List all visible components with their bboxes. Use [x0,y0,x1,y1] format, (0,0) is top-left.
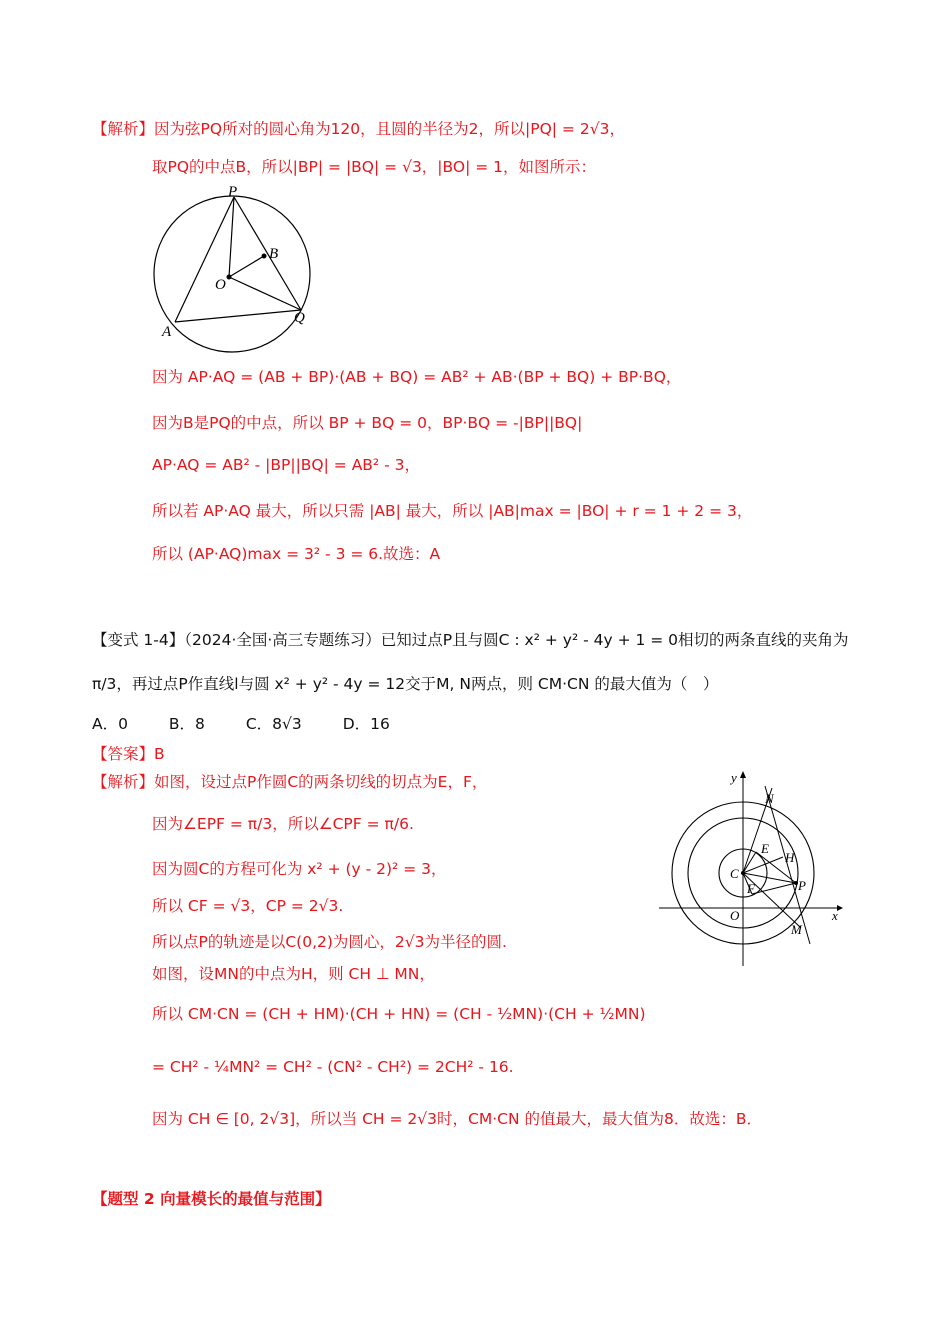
problem-line-2: π/3，再过点P作直线l与圆 x² + y² - 4y = 12交于M, N两点，则 CM·CN 的最大值为（ ） [92,675,719,693]
fig1-label-p: P [228,186,238,200]
fig1-label-b: B [269,246,279,262]
analysis2-line-1: 【解析】如图，设过点P作圆C的两条切线的切点为E，F， [92,773,488,791]
fig2-label-m: M [791,922,802,937]
analysis2-line-6: 如图，设MN的中点为H，则 CH ⊥ MN， [152,965,435,983]
problem-line-1: 【变式 1-4】（2024·全国·高三专题练习）已知过点P且与圆C : x² + y² - 4y + 1 = 0相切的两条直线的夹角为 [92,631,849,649]
option-c: C．8√3 [245,715,302,733]
coordinate-figure [655,766,850,970]
answer-line [92,743,165,765]
option-b: B．8 [168,715,205,733]
fig2-label-c: C [730,866,739,881]
fig1-label-o: O [215,277,226,293]
fig2-label-e: E [761,841,769,856]
section-heading: 【题型 2 向量模长的最值与范围】 [92,1190,331,1208]
analysis-tag: 【解析】 [92,120,155,138]
fig1-label-a: A [162,324,172,340]
fig2-label-f: F [747,881,755,896]
option-a: A．0 [92,715,128,733]
analysis-line-2: 取PQ的中点B，所以|BP| = |BQ| = √3，|BO| = 1，如图所示： [152,158,597,176]
analysis2-line-3: 因为圆C的方程可化为 x² + (y - 2)² = 3， [152,860,447,878]
analysis-line-3: 因为 AP·AQ = (AB + BP)·(AB + BQ) = AB² + AB·(BP + BQ) + BP·BQ， [152,368,682,386]
analysis2-line-9: 因为 CH ∈ [0, 2√3]，所以当 CH = 2√3时，CM·CN 的值最大，最大值为8．故选：B． [152,1110,762,1128]
analysis2-line-5: 所以点P的轨迹是以C(0,2)为圆心，2√3为半径的圆. [152,933,507,951]
fig1-label-q: Q [294,310,305,326]
fig2-label-n: N [765,791,774,806]
answer-tag: 【答案】 [92,745,155,763]
analysis-line-7: 所以 (AP·AQ)max = 3² - 3 = 6.故选：A [152,545,441,563]
answer-value: B [154,745,165,763]
fig2-label-x: x [832,908,838,923]
analysis-line-4: 因为B是PQ的中点，所以 BP + BQ = 0，BP·BQ = -|BP||BQ| [152,414,583,432]
analysis-line-5: AP·AQ = AB² - |BP||BQ| = AB² - 3， [152,456,420,474]
analysis2-line-4: 所以 CF = √3，CP = 2√3. [152,897,344,915]
analysis2-line-8: = CH² - ¼MN² = CH² - (CN² - CH²) = 2CH² - 16. [152,1058,514,1076]
analysis-line-1: 【解析】因为弦PQ所对的圆心角为120，且圆的半径为2，所以|PQ| = 2√3， [92,120,625,138]
fig2-label-h: H [785,850,795,865]
fig2-label-o: O [730,908,740,923]
analysis2-line-7: 所以 CM·CN = (CH + HM)·(CH + HN) = (CH - ½MN)·(CH + ½MN) [152,1005,646,1023]
option-d: D．16 [342,715,390,733]
analysis2-tag: 【解析】 [92,773,155,791]
analysis-line-6: 所以若 AP·AQ 最大，所以只需 |AB| 最大，所以 |AB|max = |BO| + r = 1 + 2 = 3， [152,502,753,520]
circle-figure [150,186,330,358]
analysis2-line-2: 因为∠EPF = π/3，所以∠CPF = π/6. [152,815,414,833]
problem-options [92,713,390,735]
fig2-label-p: P [798,878,806,893]
fig2-label-y: y [731,770,737,785]
